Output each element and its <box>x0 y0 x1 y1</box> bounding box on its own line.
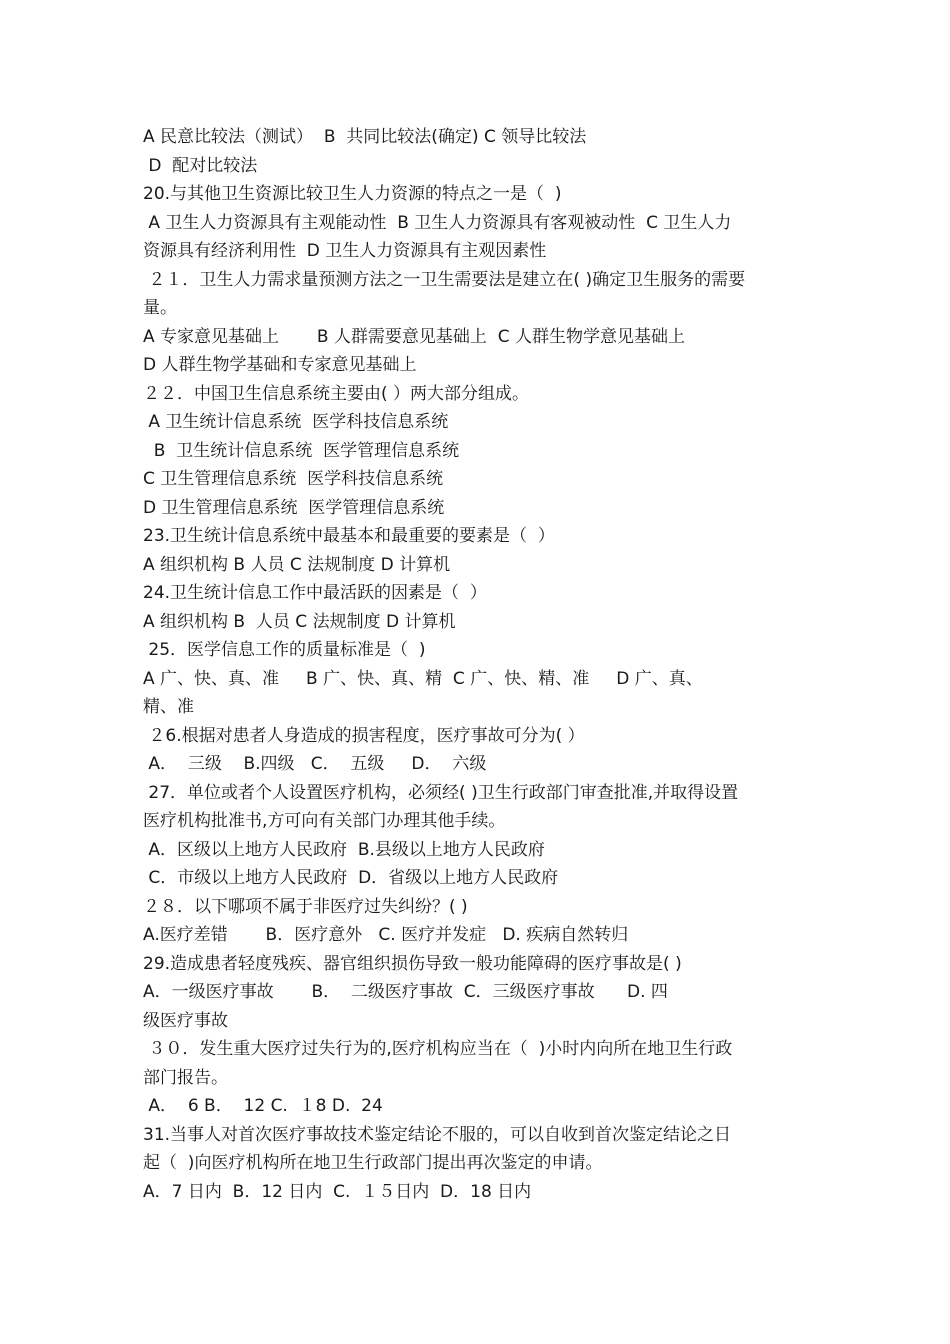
text-line: C 卫生管理信息系统 医学科技信息系统 <box>143 469 444 489</box>
text-line: A.医疗差错 B．医疗意外 C. 医疗并发症 D. 疾病自然转归 <box>143 925 629 945</box>
question-29: 29.造成患者轻度残疾、器官组织损伤导致一般功能障碍的医疗事故是( ) <box>143 953 682 974</box>
question-27: 27．单位或者个人设置医疗机构，必须经( )卫生行政部门审查批准,并取得设置 <box>143 782 739 803</box>
text-line: A．区级以上地方人民政府 B.县级以上地方人民政府 <box>143 839 545 860</box>
question-28: ２８．以下哪项不属于非医疗过失纠纷？( ) <box>143 896 468 917</box>
text-line: A． 6 B． 12 C. １8 D. 24 <box>143 1096 383 1116</box>
text-line: A 组织机构 B 人员 C 法规制度 D 计算机 <box>143 554 451 575</box>
question-26: ２6.根据对患者人身造成的损害程度，医疗事故可分为( ） <box>143 725 585 746</box>
question-30: ３０．发生重大医疗过失行为的,医疗机构应当在（ )小时内向所在地卫生行政 <box>143 1039 733 1059</box>
text-line: 量。 <box>143 298 177 318</box>
question-23: 23.卫生统计信息系统中最基本和最重要的要素是（ ） <box>143 526 555 546</box>
text-line: A． 三级 B.四级 C． 五级 D． 六级 <box>143 754 487 774</box>
text-line: A．7 日内 B．12 日内 C. １５日内 D．18 日内 <box>143 1181 532 1202</box>
text-line: 级医疗事故 <box>143 1010 228 1031</box>
text-line: 医疗机构批准书,方可向有关部门办理其他手续。 <box>143 811 506 831</box>
text-line: D 卫生管理信息系统 医学管理信息系统 <box>143 497 445 518</box>
text-line: C．市级以上地方人民政府 D．省级以上地方人民政府 <box>143 868 559 888</box>
text-line: A 卫生人力资源具有主观能动性 B 卫生人力资源具有客观被动性 C 卫生人力 <box>143 212 732 233</box>
question-31: 31.当事人对首次医疗事故技术鉴定结论不服的，可以自收到首次鉴定结论之日 <box>143 1124 732 1145</box>
text-line: B 卫生统计信息系统 医学管理信息系统 <box>143 440 460 461</box>
question-20: 20.与其他卫生资源比较卫生人力资源的特点之一是（ ) <box>143 184 562 204</box>
question-22: ２２．中国卫生信息系统主要由( ）两大部分组成。 <box>143 383 530 404</box>
question-21: ２１．卫生人力需求量预测方法之一卫生需要法是建立在( )确定卫生服务的需要 <box>143 269 746 290</box>
text-line: A 民意比较法（测试） B 共同比较法(确定) C 领导比较法 <box>143 127 587 147</box>
text-line: A 组织机构 B 人员 C 法规制度 D 计算机 <box>143 611 456 632</box>
text-line: 起（ )向医疗机构所在地卫生行政部门提出再次鉴定的申请。 <box>143 1153 603 1173</box>
text-line: D 配对比较法 <box>143 155 258 176</box>
question-24: 24.卫生统计信息工作中最活跃的因素是（ ） <box>143 583 487 603</box>
text-line: 部门报告。 <box>143 1067 228 1088</box>
text-line: D 人群生物学基础和专家意见基础上 <box>143 355 417 375</box>
text-line: A 专家意见基础上 B 人群需要意见基础上 C 人群生物学意见基础上 <box>143 326 686 347</box>
question-25: 25．医学信息工作的质量标准是（ ) <box>143 640 426 660</box>
text-line: A 广、快、真、准 B 广、快、真、精 C 广、快、精、准 D 广、真、 <box>143 668 703 689</box>
text-line: A 卫生统计信息系统 医学科技信息系统 <box>143 412 449 432</box>
text-line: 精、准 <box>143 697 194 717</box>
text-line: A．一级医疗事故 B． 二级医疗事故 C．三级医疗事故 D. 四 <box>143 982 668 1002</box>
question-text <box>143 123 828 1206</box>
text-line: 资源具有经济利用性 D 卫生人力资源具有主观因素性 <box>143 241 547 261</box>
